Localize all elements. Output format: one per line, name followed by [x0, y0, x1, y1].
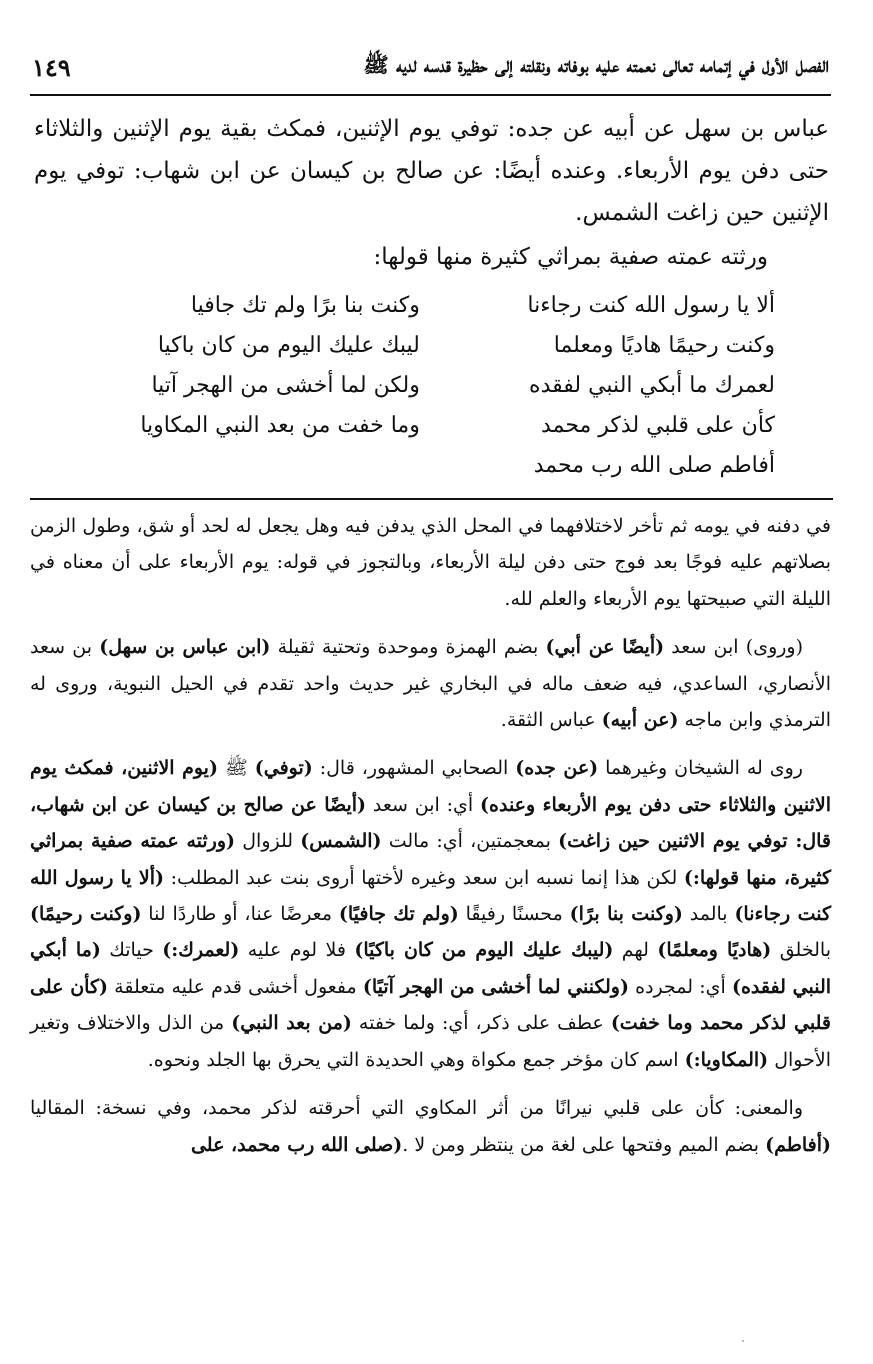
commentary-text: لهم: [613, 939, 658, 962]
quoted-phrase: (لعمرك:): [162, 939, 240, 962]
quoted-phrase: (هاديًا ومعلمًا): [657, 939, 772, 962]
commentary-text: اسم كان مؤخر جمع مكواة وهي الحديدة التي يحرق بها الجلد ونحوه.: [147, 1048, 685, 1071]
commentary-text: أي: ابن سعد: [366, 793, 481, 816]
poem: [92, 285, 775, 485]
commentary-text: للزوال: [235, 830, 301, 853]
verse-second-hemistich: ليبك عليك اليوم من كان باكيا: [157, 332, 420, 358]
quoted-phrase: (من بعد النبي): [231, 1012, 352, 1035]
quoted-phrase: (وكنت بنا برًا): [569, 903, 683, 926]
commentary: [30, 508, 831, 1163]
commentary-paragraph: [30, 750, 831, 1078]
poem-verse: [92, 285, 775, 325]
commentary-text: الصحابي المشهور، قال:: [312, 757, 516, 780]
commentary-text: (وروى): [738, 636, 804, 659]
quoted-phrase: (وكنت رحيمًا): [30, 903, 142, 926]
commentary-text: عباس الثقة.: [500, 709, 602, 732]
commentary-text: فلا لوم عليه: [239, 939, 355, 962]
quoted-phrase: (توفي): [254, 757, 313, 780]
main-text-paragraph: عباس بن سهل عن أبيه عن جده: توفي يوم الإثنين، فمكث بقية يوم الإثنين والثلاثاء حتى دفن يوم الأربعاء. وعنده أيضًا: عن صالح بن كيسان عن ابن شهاب: توفي يوم الإثنين حين زاغت الشمس.: [34, 116, 829, 226]
commentary-paragraph: [30, 629, 831, 738]
quoted-phrase: (أيضًا عن صالح بن كيسان عن ابن شهاب، قال: توفي يوم الاثنين حين زاغت): [30, 793, 832, 853]
scan-speck: [742, 1340, 744, 1342]
verse-first-hemistich: وكنت رحيمًا هاديًا ومعلما: [553, 332, 775, 358]
verse-first-hemistich: لعمرك ما أبكي النبي لفقده: [529, 372, 775, 398]
commentary-text: والمعنى: كأن على قلبي نيرانًا من أثر المكاوي التي أحرقته لذكر محمد، وفي نسخة: المقاليا: [30, 1097, 803, 1120]
verse-second-hemistich: ولكن لما أخشى من الهجر آتيا: [151, 372, 420, 398]
quoted-phrase: (عن جده): [515, 757, 599, 780]
commentary-text: معرضًا عنا، أو طاردًا لنا: [141, 903, 339, 926]
commentary-paragraph: في دفنه في يومه ثم تأخر لاختلافهما في المحل الذي يدفن فيه وهل يجعل له لحد أو شق، وطول الزمن بصلاتهم عليه فوجًا بعد فوج حتى دفن ليلة الأربعاء، وبالتجوز في قوله: يوم الأربعاء على أن معناه في الليلة التي صبيحتها يوم الأربعاء والعلم لله.: [30, 515, 831, 610]
quoted-phrase: (ورثته عمته صفية بمراثي كثيرة، منها قولها:): [30, 830, 831, 889]
quoted-phrase: (ليبك عليك اليوم من كان باكيًا): [354, 939, 614, 962]
page-number: ١٤٩: [32, 52, 71, 82]
commentary-text: لكن هذا إنما نسبه ابن سعد وغيره لأختها أروى بنت عبد المطلب:: [164, 866, 684, 889]
commentary-text: بضم الميم وفتحها على لغة من ينتظر ومن لا .: [402, 1133, 766, 1156]
quoted-phrase: (أيضًا عن أبي): [545, 636, 665, 659]
verse-second-hemistich: وما خفت من بعد النبي المكاويا: [140, 412, 420, 438]
quoted-phrase: (صلى الله رب محمد، على: [190, 1133, 403, 1156]
commentary-text: ابن سعد: [664, 636, 739, 659]
poem-verse: [92, 325, 775, 365]
quoted-phrase: (يوم الاثنين، فمكث يوم الاثنين والثلاثاء حتى دفن يوم الأربعاء وعنده): [30, 757, 831, 816]
commentary-text: بضم الهمزة وموحدة وتحتية ثقيلة: [270, 636, 546, 659]
poem-intro: ورثته عمته صفية بمراثي كثيرة منها قولها:: [373, 244, 768, 270]
quoted-phrase: (ألا يا رسول الله كنت رجاءنا): [30, 866, 832, 926]
quoted-phrase: (أفاطم): [765, 1133, 831, 1156]
commentary-text: بن سعد الأنصاري، الساعدي، فيه ضعف ماله في البخاري غير حديث واحد تقدم في الحيل النبوية، وروى له الترمذي وابن ماجه: [30, 636, 831, 732]
quoted-phrase: (المكاويا:): [684, 1048, 769, 1071]
commentary-text: محسنًا رفيقًا: [458, 903, 570, 926]
commentary-text: روى له الشيخان وغيرهما: [598, 757, 803, 780]
poem-verse: [92, 445, 775, 485]
commentary-paragraph: [30, 1090, 831, 1163]
commentary-text: مفعول أخشى قدم عليه متعلقة: [107, 975, 363, 998]
commentary-text: أي: لمجرده: [628, 975, 732, 998]
quoted-phrase: (عن أبيه): [601, 709, 679, 732]
commentary-text: حياتك: [100, 939, 163, 962]
page-header: [32, 44, 829, 90]
quoted-phrase: (ابن عباس بن سهل): [99, 636, 271, 659]
chapter-title: الفصل الأول في إتمامه تعالى نعمته عليه بوفاته ونقلته إلى حظيرة قدسه لديه ﷺ: [363, 51, 829, 77]
main-text: [34, 108, 829, 234]
header-divider: [30, 94, 831, 96]
verse-first-hemistich: كأن على قلبي لذكر محمد: [541, 412, 775, 438]
commentary-text: بالخلق: [771, 939, 831, 962]
commentary-text: بالمد: [682, 903, 735, 926]
quoted-phrase: (ولكنني لما أخشى من الهجر آتيًا): [362, 975, 629, 998]
quoted-phrase: (ولم تك جافيًا): [338, 903, 459, 926]
quoted-phrase: (كأن على قلبي لذكر محمد وما خفت): [30, 975, 831, 1035]
poem-verse: [92, 405, 775, 445]
quoted-phrase: (الشمس): [300, 830, 382, 853]
verse-first-hemistich: أفاطم صلى الله رب محمد: [533, 452, 775, 478]
commentary-text: بمعجمتين، أي: مالت: [381, 830, 559, 853]
commentary-text: ﷺ: [217, 757, 255, 780]
verse-second-hemistich: وكنت بنا برًا ولم تك جافيا: [190, 292, 420, 318]
poem-verse: [92, 365, 775, 405]
commentary-text: من الذل والاختلاف وتغير الأحوال: [30, 1012, 831, 1071]
commentary-divider: [30, 498, 833, 500]
verse-first-hemistich: ألا يا رسول الله كنت رجاءنا: [527, 292, 775, 318]
commentary-text: عطف على ذكر، أي: ولما خفته: [351, 1012, 611, 1035]
quoted-phrase: (ما أبكي النبي لفقده): [30, 939, 832, 998]
